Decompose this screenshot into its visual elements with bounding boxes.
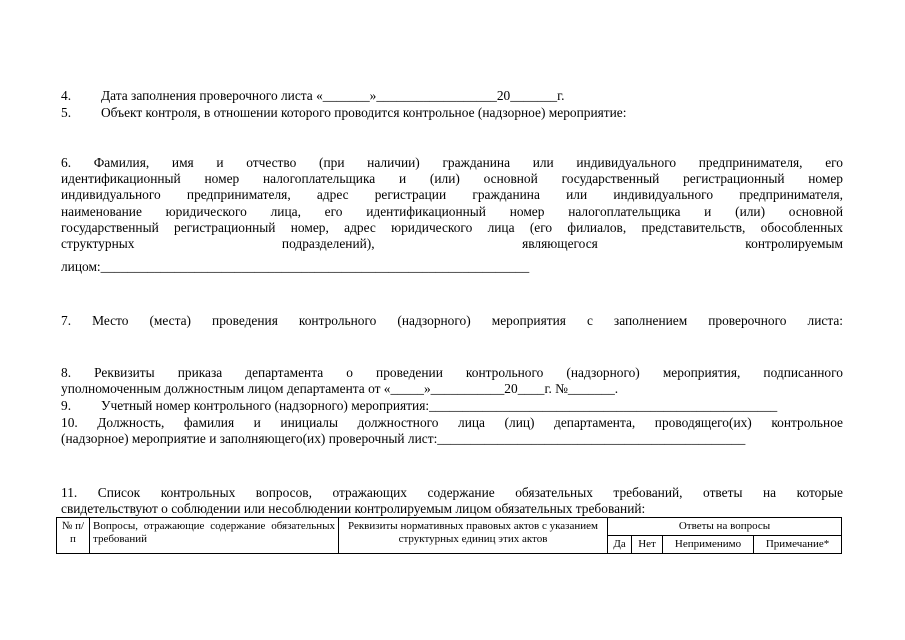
item-6-line: индивидуального предпринимателя, адрес регистрации гражданина или индивидуального предпринимателя,: [61, 187, 843, 203]
item-11-line2: свидетельствуют о соблюдении или несоблюдении контролируемым лицом обязательных требований:: [61, 501, 646, 516]
item-7-paragraph: [61, 313, 843, 329]
item-7-line: 7. Место (места) проведения контрольного (надзорного) мероприятия с заполнением проверочного листа:: [61, 313, 843, 328]
col-note-header: Примечание*: [754, 536, 842, 554]
item-6-last-line: лицом:________________________________________________________________: [61, 259, 530, 274]
col-answers-header: Ответы на вопросы: [608, 518, 842, 536]
item-6-line: идентификационный номер налогоплательщика и (или) основной государственный регистрационный номер: [61, 171, 843, 187]
col-not-applicable-header: Неприменимо: [662, 536, 753, 554]
item-5-control-object: Объект контроля, в отношении которого проводится контрольное (надзорное) мероприятие:: [101, 105, 627, 120]
item-8-line: 8. Реквизиты приказа департамента о проведении контрольного (надзорного) мероприятия, подписанного: [61, 365, 843, 380]
item-11-paragraph: [61, 485, 843, 501]
col-no-header: Нет: [632, 536, 663, 554]
item-4-number: 4.: [61, 88, 72, 103]
item-11-line: 11. Список контрольных вопросов, отражающих содержание обязательных требований, ответы на которые: [61, 485, 843, 500]
col-requisites-header: Реквизиты нормативных правовых актов с указанием структурных единиц этих актов: [339, 518, 608, 554]
col-yes-header: Да: [608, 536, 632, 554]
item-9-record-number: Учетный номер контрольного (надзорного) мероприятия:____________________________________________________: [101, 398, 778, 413]
item-6-line: структурных подразделений), являющегося контролируемым: [61, 235, 843, 251]
item-8-line2: уполномоченным должностным лицом департамента от «_____»___________20____г. №_______.: [61, 381, 619, 396]
col-number-header: № п/п: [57, 518, 90, 554]
item-10-line2: (надзорное) мероприятие и заполняющего(их) проверочный лист:______________________________________________: [61, 431, 746, 446]
item-4-fill-date: Дата заполнения проверочного листа «_______»__________________20_______г.: [101, 88, 565, 103]
item-6-paragraph: [61, 155, 843, 252]
item-5-number: 5.: [61, 105, 72, 120]
item-10-line: 10. Должность, фамилия и инициалы должностного лица (лиц) департамента, проводящего(их) контрольное: [61, 415, 843, 430]
item-9-number: 9.: [61, 398, 72, 413]
checklist-table: [56, 517, 842, 554]
item-6-line: наименование юридического лица, его идентификационный номер налогоплательщика и (или) основной: [61, 203, 843, 219]
item-10-paragraph: [61, 415, 843, 431]
col-questions-header: Вопросы, отражающие содержание обязательных требований: [90, 518, 339, 554]
item-6-line: государственный регистрационный номер, адрес юридического лица (его филиалов, представительств, обособленных: [61, 219, 843, 235]
item-8-paragraph: [61, 365, 843, 381]
item-6-line: 6. Фамилия, имя и отчество (при наличии) гражданина или индивидуального предпринимателя, его: [61, 155, 843, 170]
